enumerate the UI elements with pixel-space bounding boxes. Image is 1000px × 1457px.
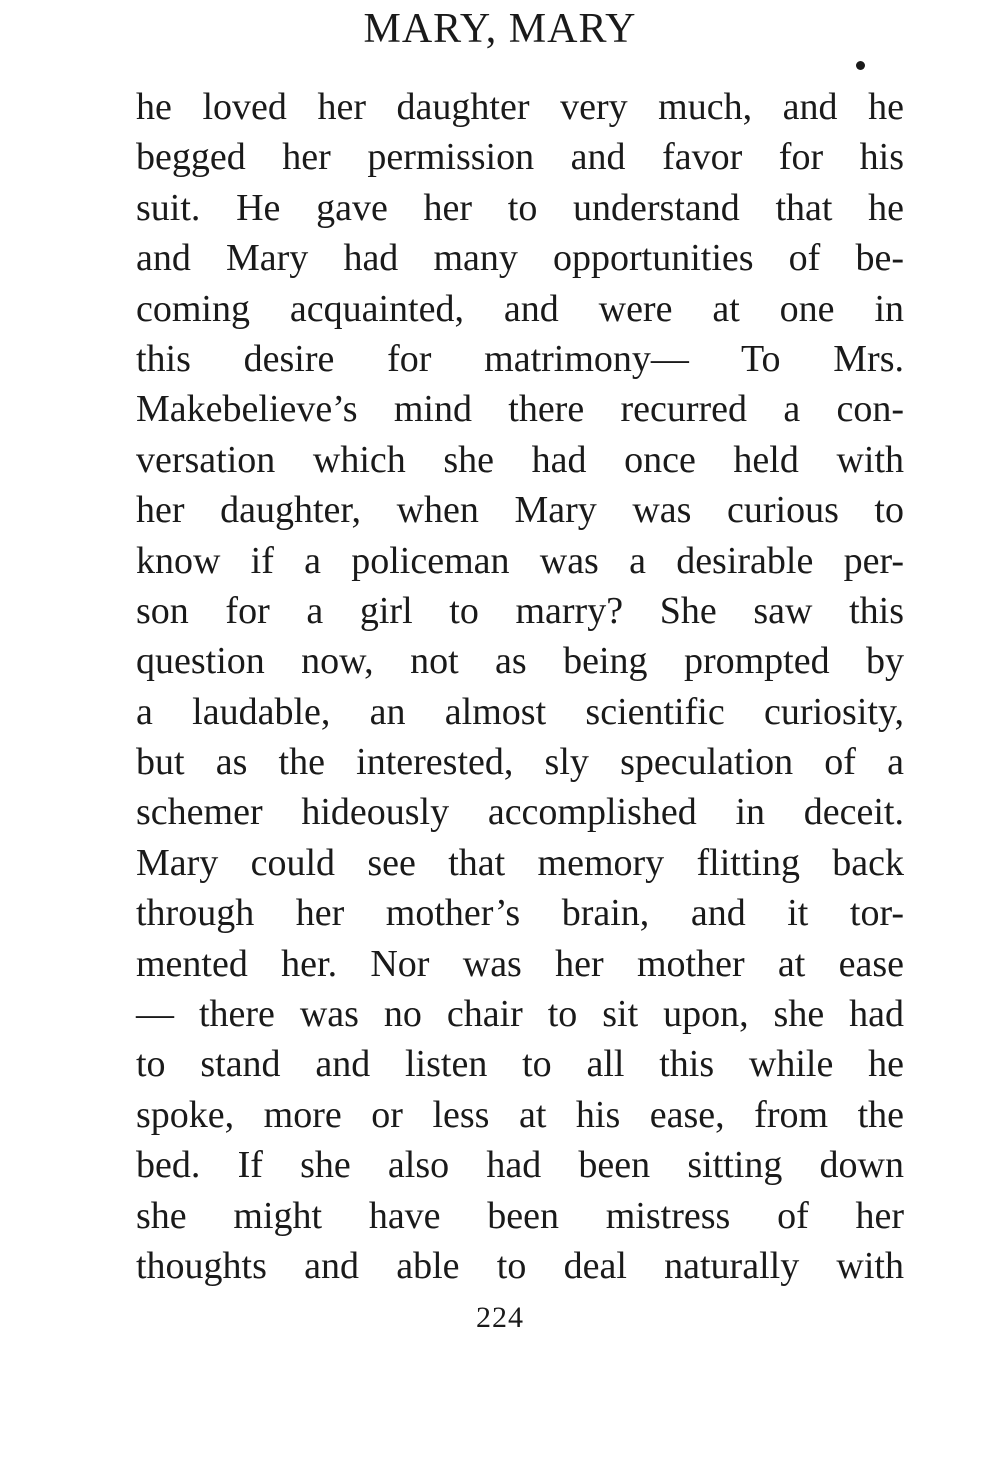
- text-line: he loved her daughter very much, and he: [136, 86, 904, 128]
- text-line: know if a policeman was a desirable per-: [136, 539, 904, 582]
- text-line: bed. If she also had been sitting down: [136, 1144, 904, 1187]
- text-line: begged her permission and favor for his: [136, 136, 904, 179]
- text-line: suit. He gave her to understand that he: [136, 186, 904, 229]
- text-line: mented her. Nor was her mother at ease: [136, 942, 904, 985]
- text-line: but as the interested, sly speculation of a: [136, 741, 904, 784]
- text-line: this desire for matrimony— To Mrs.: [136, 337, 904, 380]
- text-line: schemer hideously accomplished in deceit.: [136, 791, 904, 834]
- text-line: to stand and listen to all this while he: [136, 1043, 904, 1086]
- text-line: Mary could see that memory flitting back: [136, 841, 904, 884]
- text-line: coming acquainted, and were at one in: [136, 287, 904, 330]
- text-line: son for a girl to marry? She saw this: [136, 589, 904, 632]
- text-line: spoke, more or less at his ease, from the: [136, 1093, 904, 1136]
- text-line: and Mary had many opportunities of be-: [136, 237, 904, 280]
- ornament-dot: [856, 61, 865, 70]
- text-line: a laudable, an almost scientific curiosity,: [136, 690, 904, 733]
- text-line: versation which she had once held with: [136, 438, 904, 481]
- text-line: question now, not as being prompted by: [136, 640, 904, 683]
- text-line: she might have been mistress of her: [136, 1194, 904, 1237]
- text-line: through her mother’s brain, and it tor-: [136, 892, 904, 935]
- body-text: [136, 82, 904, 1291]
- running-head: MARY, MARY: [363, 6, 637, 52]
- text-line: Makebelieve’s mind there recurred a con-: [136, 388, 904, 431]
- page-number: 224: [476, 1301, 524, 1334]
- text-line: — there was no chair to sit upon, she had: [136, 993, 904, 1036]
- text-line: her daughter, when Mary was curious to: [136, 489, 904, 532]
- text-line: thoughts and able to deal naturally with: [136, 1244, 904, 1287]
